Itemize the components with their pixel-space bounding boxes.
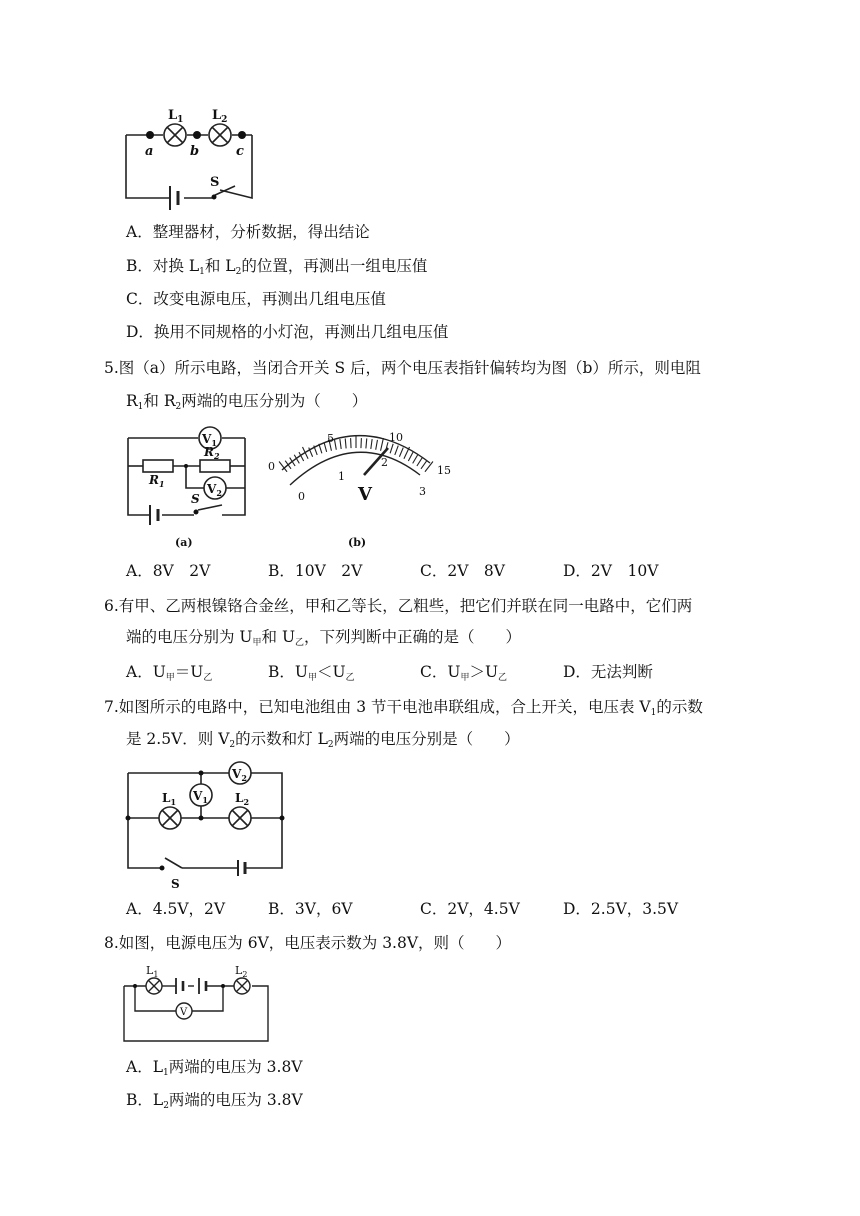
q7-option-b: B．3V，6V [268, 900, 353, 918]
q4-option-c: C．改变电源电压，再测出几组电压值 [126, 290, 386, 308]
q7-option-c: C．2V，4.5V [420, 900, 520, 918]
voltmeter-label: V [180, 1007, 188, 1018]
label-L2: $L_2$ [212, 108, 228, 125]
upper-tick-5: 5 [327, 432, 334, 445]
label-S: S [210, 175, 220, 190]
r1-label: $R_1$ [149, 473, 165, 489]
switch-label: S [171, 877, 180, 891]
l2-label: $L_2$ [235, 964, 248, 979]
v2-meter-label: $V_2$ [232, 767, 247, 783]
q6-stem-line2: 端的电压分别为 $U_甲$和 $U_乙$，下列判断中正确的是（ ） [126, 628, 522, 648]
l2-label: $L_2$ [235, 791, 250, 807]
q8-stem: 8.如图，电源电压为 6V，电压表示数为 3.8V，则（ ） [104, 934, 512, 952]
lower-tick-3: 3 [419, 485, 426, 498]
l1-label: $L_1$ [146, 964, 159, 979]
dial-v-symbol: V [358, 484, 372, 505]
r2-label: $R_2$ [204, 445, 220, 461]
q6-option-a: A．$U_甲=U_乙$ [126, 663, 213, 683]
q4-option-d: D．换用不同规格的小灯泡，再测出几组电压值 [126, 323, 449, 341]
v1-meter-label: $V_1$ [193, 789, 208, 805]
l1-label: $L_1$ [162, 791, 177, 807]
lower-tick-1: 1 [338, 470, 345, 483]
q5-option-b: B．10V 2V [268, 562, 363, 580]
q7-option-d: D．2.5V，3.5V [563, 900, 679, 918]
q6-stem-line1: 6.有甲、乙两根镍铬合金丝，甲和乙等长，乙粗些，把它们并联在同一电路中，它们两 [104, 597, 693, 615]
v1-meter-label: $V_1$ [202, 432, 217, 448]
q7-stem-line2: 是 2.5V．则 $V_2$的示数和灯 $L_2$两端的电压分别是（ ） [126, 730, 520, 750]
fig-b-caption: (b) [348, 536, 367, 549]
lower-tick-2: 2 [381, 456, 388, 469]
v2-meter-label: $V_2$ [207, 482, 222, 498]
q4-option-a: A．整理器材，分析数据，得出结论 [126, 223, 370, 241]
label-a: a [145, 144, 154, 159]
q7-stem-line1: 7.如图所示的电路中，已知电池组由 3 节干电池串联组成，合上开关，电压表 $V_1$的示数 [104, 698, 703, 718]
upper-tick-10: 10 [389, 431, 403, 444]
q5-stem-line1: 5.图（a）所示电路，当闭合开关 S 后，两个电压表指针偏转均为图（b）所示，则电阻 [104, 359, 701, 377]
label-L1: $L_1$ [168, 108, 184, 125]
upper-tick-0: 0 [268, 460, 275, 473]
lower-tick-0: 0 [298, 490, 305, 503]
q6-option-c: C．$U_甲>U_乙$ [420, 663, 508, 683]
q5-stem-line2: $R_1$和 $R_2$两端的电压分别为（ ） [126, 392, 368, 412]
label-b: b [190, 144, 200, 159]
q5-option-d: D．2V 10V [563, 562, 659, 580]
switch-label: S [191, 492, 200, 506]
q8-option-b: B．$L_2$两端的电压为 3.8V [126, 1091, 303, 1111]
q7-option-a: A．4.5V，2V [126, 900, 226, 918]
q5-option-c: C．2V 8V [420, 562, 505, 580]
q8-option-a: A．$L_1$两端的电压为 3.8V [126, 1058, 303, 1078]
fig-a-caption: (a) [175, 536, 193, 549]
q6-option-d: D．无法判断 [563, 663, 653, 681]
q6-option-b: B．$U_甲<U_乙$ [268, 663, 355, 683]
upper-tick-15: 15 [437, 464, 451, 477]
q5-option-a: A．8V 2V [126, 562, 211, 580]
q4-option-b: B．对换 $L_1$和 $L_2$的位置，再测出一组电压值 [126, 257, 428, 277]
label-c: c [236, 144, 244, 159]
